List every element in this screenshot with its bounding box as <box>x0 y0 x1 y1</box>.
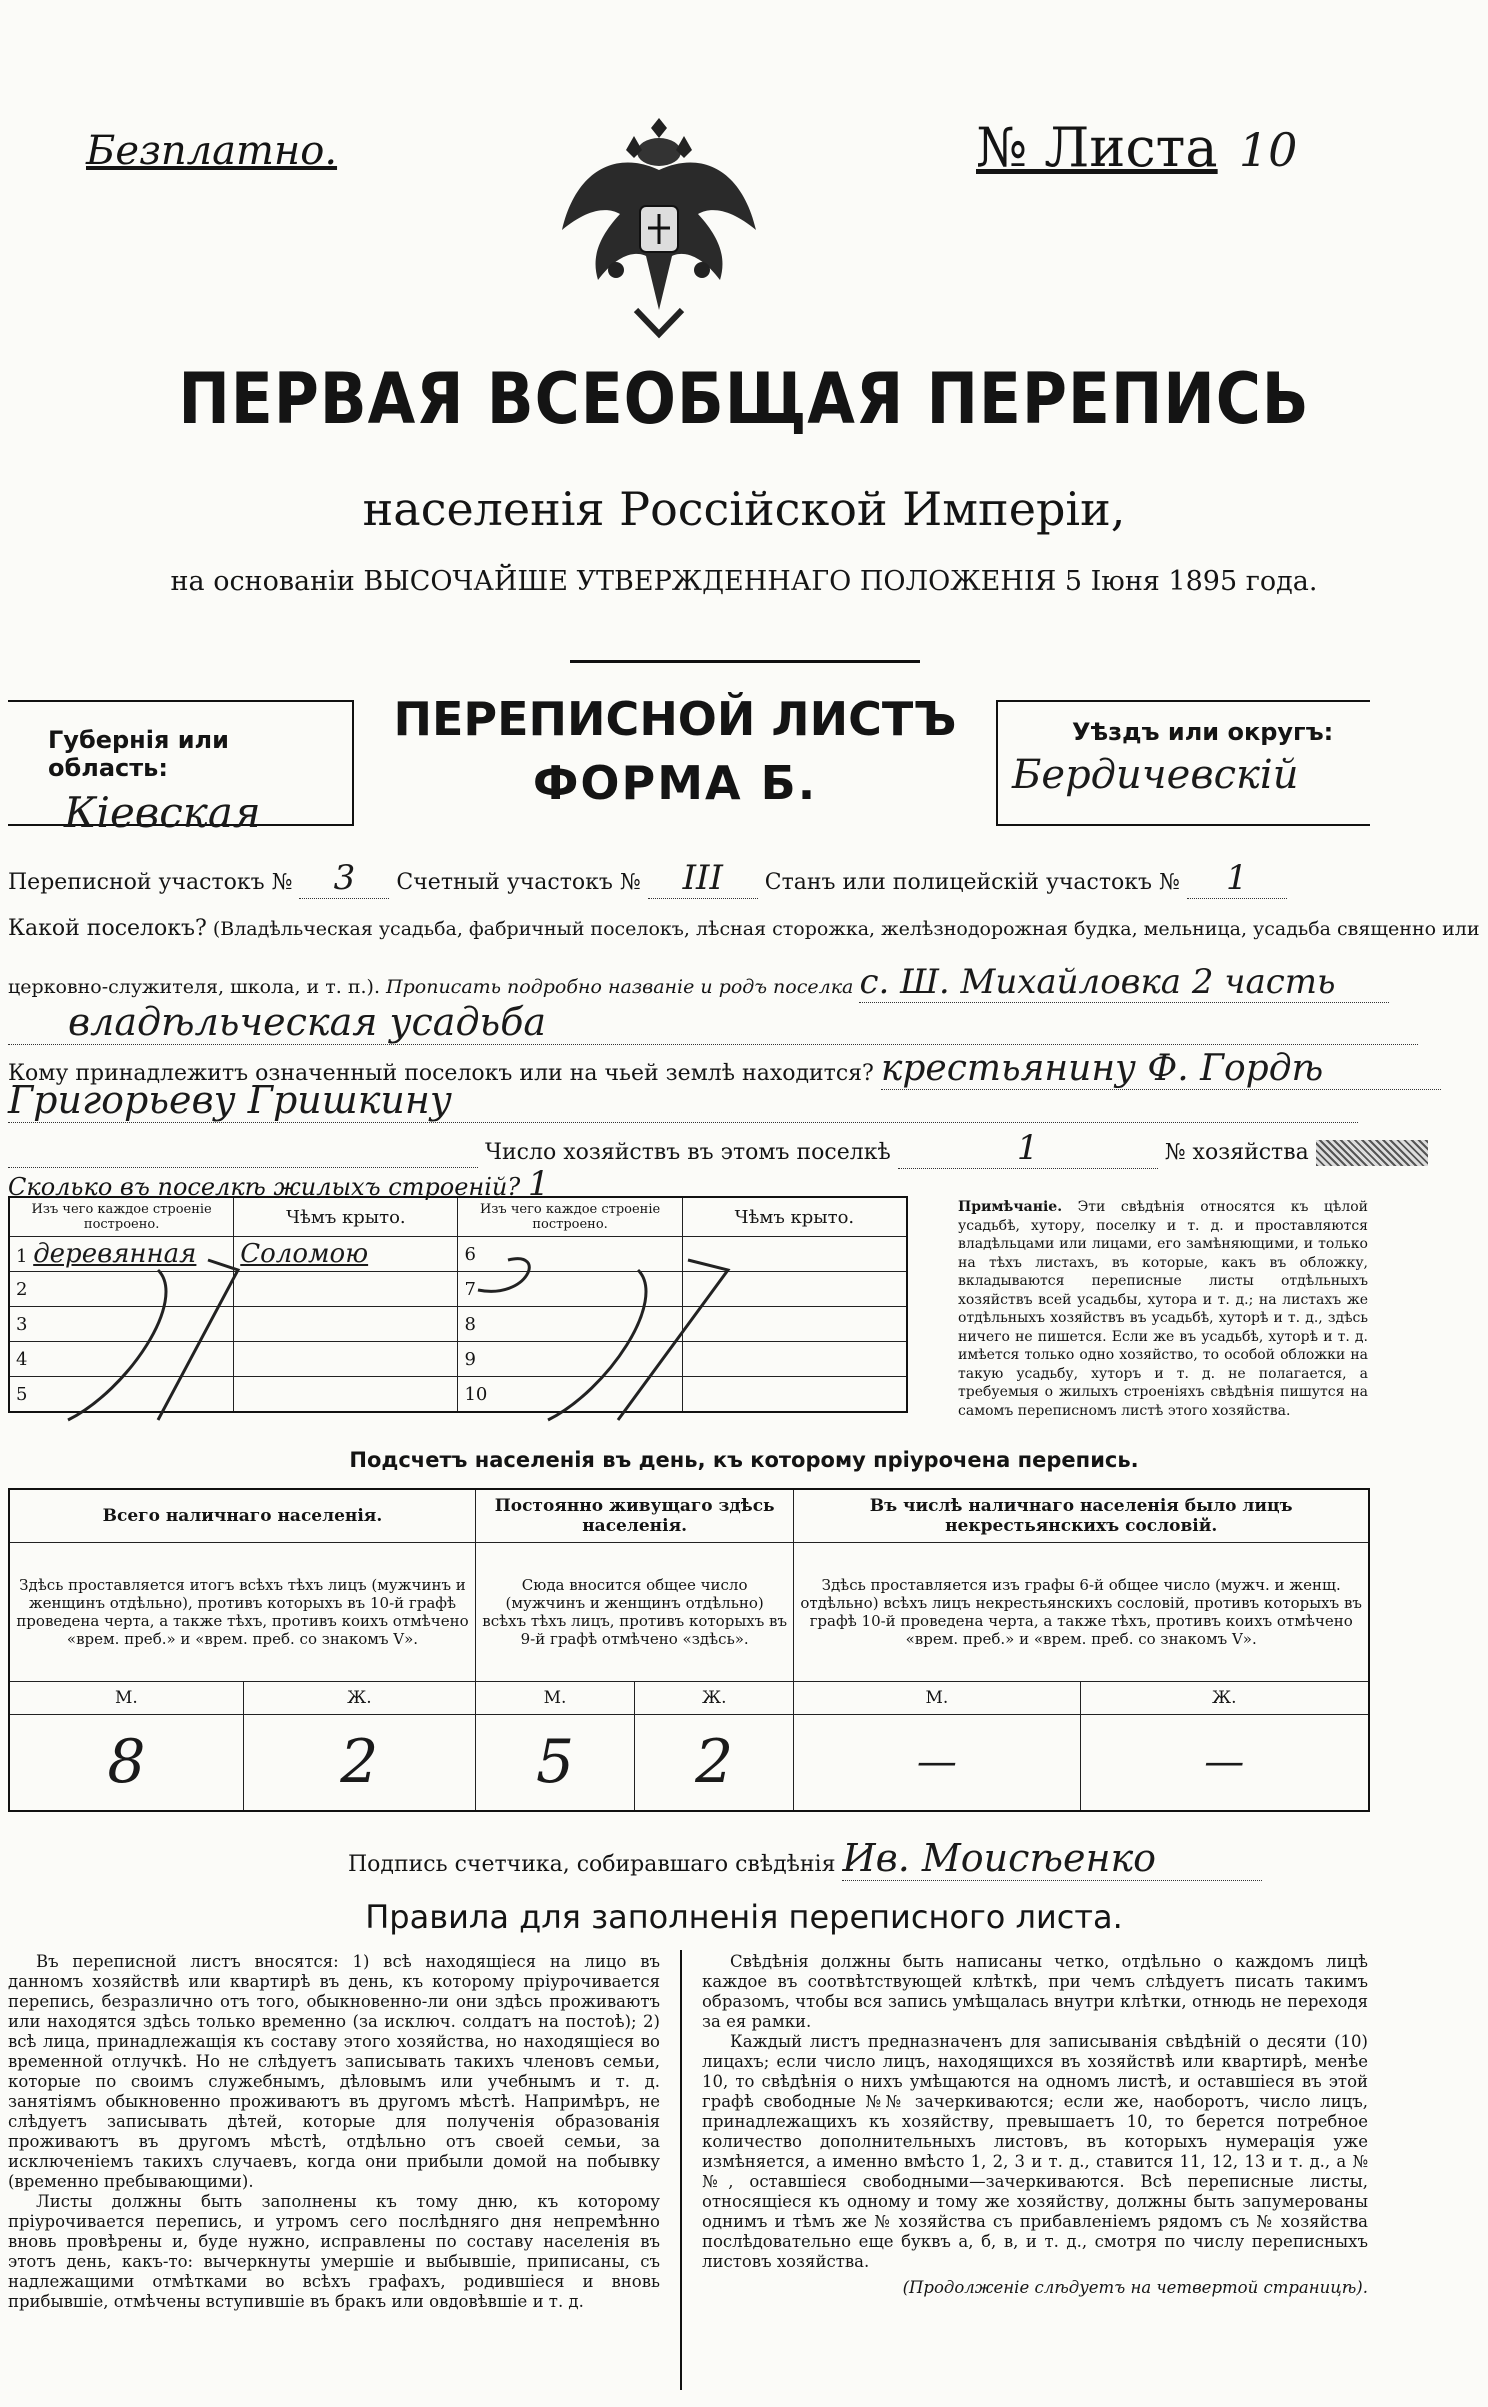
rules-right-column <box>702 1952 1368 2298</box>
settlement-value-1: с. Ш. Михайловка 2 часть <box>859 962 1389 1003</box>
buildings-question: Сколько въ поселкѣ жилыхъ строеній? <box>8 1173 521 1201</box>
households-label: Число хозяйствъ въ этомъ поселкѣ <box>485 1140 891 1165</box>
rules-right-paragraph-2: Каждый листъ предназначенъ для записыванія свѣдѣній о десяти (10) лицахъ; если число лицъ, находящихся въ хозяйствѣ или квартирѣ, менѣе 10, то свѣдѣнія о нихъ умѣщаются на одномъ листѣ, и оставшіеся въ этой графѣ свободные №№ зачеркиваются; если же, наоборотъ, число лицъ, принадлежащихъ къ хозяйству, превышаетъ 10, то берется потребное количество дополнительныхъ листовъ, въ которыхъ нумерація уже измѣняется, а именно вмѣсто 1, 2, 3 и т. д., ставится 11, 12, 13 и т. д., а №№, оставшіеся свободными—зачеркиваются. Всѣ переписные листы, относящіеся къ одному и тому же хозяйству, должны быть запумерованы однимъ и тѣмъ же № хозяйства съ прибавленіемъ рядомъ съ № хозяйства послѣдовательно еще буквъ а, б, в, и т. д., смотря по числу переписныхъ листовъ хозяйства. <box>702 2032 1368 2271</box>
rules-left-column <box>8 1952 660 2312</box>
table-row: 4 9 <box>9 1342 907 1377</box>
population-table: Всего наличнаго населенія. Постоянно живущаго здѣсь населенія. Въ числѣ наличнаго населенія было лицъ некрестьянскихъ сословій. Здѣсь проставляется итогъ всѣхъ тѣхъ лицъ (мужчинъ и женщинъ отдѣльно), противъ которыхъ въ 10-й графѣ проведена черта, а также тѣхъ, противъ коихъ отмѣчено «врем. преб.» и «врем. преб. со знакомъ V». Сюда вносится общее число (мужчинъ и женщинъ отдѣльно) всѣхъ тѣхъ лицъ, противъ которыхъ въ 9-й графѣ отмѣчено «здѣсь». Здѣсь проставляется изъ графы 6-й общее число (мужч. и женщ. отдѣльно) всѣхъ лицъ некрестьянскихъ сословій, противъ которыхъ въ графѣ 10-й проведена черта, а также тѣхъ, противъ коихъ отмѣчено «врем. преб.» и «врем. преб. со знакомъ V». М. Ж. М. Ж. М. Ж. 8 2 5 2 — — <box>8 1488 1370 1812</box>
form-title: ПЕРЕПИСНОЙ ЛИСТЪ <box>393 692 957 746</box>
col2-desc: Сюда вносится общее число (мужчинъ и женщинъ отдѣльно) всѣхъ тѣхъ лицъ, противъ которыхъ въ 9-й графѣ отмѣчено «здѣсь». <box>475 1543 793 1682</box>
building-material: деревянная <box>33 1239 197 1269</box>
gubernia-label: Губернія или область: <box>48 726 229 782</box>
page-subtitle: населенія Россійской Имперіи, <box>362 482 1126 536</box>
uezd-value: Бердичевскій <box>1012 752 1299 798</box>
col-roof-left: Чѣмъ крыто. <box>234 1197 458 1237</box>
col2-head: Постоянно живущаго здѣсь населенія. <box>475 1489 793 1543</box>
form-subtitle: ФОРМА Б. <box>532 756 818 810</box>
owner-value-1: крестьянину Ф. Гордѣ <box>881 1048 1441 1090</box>
building-roof: Соломою <box>240 1239 369 1269</box>
divider <box>570 660 920 663</box>
census-district-value: 3 <box>299 858 389 899</box>
crossout-strokes <box>8 1240 908 1430</box>
table-row: 5 10 <box>9 1377 907 1413</box>
legal-basis: на основаніи ВЫСОЧАЙШЕ УТВЕРЖДЕННАГО ПОЛОЖЕНІЯ 5 Іюня 1895 года. <box>170 566 1318 597</box>
police-district-label: Станъ или полицейскій участокъ № <box>764 870 1180 895</box>
total-female: 2 <box>243 1715 475 1811</box>
free-label: Безплатно. <box>86 128 338 174</box>
note-label: Примѣчаніе. <box>958 1199 1063 1215</box>
households-value: 1 <box>898 1128 1158 1169</box>
gubernia-box <box>8 700 354 837</box>
total-male: 8 <box>9 1715 243 1811</box>
col3-desc: Здѣсь проставляется изъ графы 6-й общее число (мужч. и женщ. отдѣльно) всѣхъ лицъ некрестьянскихъ сословій, противъ которыхъ въ графѣ 10-й проведена черта, а также тѣхъ, противъ коихъ отмѣчено «врем. преб.» и «врем. преб. со знакомъ V». <box>794 1543 1369 1682</box>
police-district-value: 1 <box>1187 858 1287 899</box>
page-title: ПЕРВАЯ ВСЕОБЩАЯ ПЕРЕПИСЬ <box>178 358 1310 440</box>
sheet-number-value: 10 <box>1238 123 1298 177</box>
count-district-value: III <box>648 858 758 899</box>
eagle-emblem-icon <box>556 110 762 340</box>
note-text: Эти свѣдѣнія относятся къ цѣлой усадьбѣ, хутору, поселку и т. д. и проставляются владѣльцами или лицами, его замѣняющими, и только на тѣхъ листахъ, въ которые, какъ въ обложку, вкладываются переписные листы отдѣльныхъ хозяйствъ всей усадьбы, хутора и т. д.; на листахъ же отдѣльныхъ хозяйствъ въ усадьбѣ, хуторѣ и т. д., здѣсь ничего не пишется. Если же въ усадьбѣ, хуторѣ и т. д. имѣется только одно хозяйство, то особой обложки на такую усадьбу, хуторъ и т. д. не полагается, а требуемыя о жилыхъ строеніяхъ свѣдѣнія пишутся на самомъ переписномъ листѣ этого хозяйства. <box>958 1199 1368 1419</box>
gubernia-value: Кіевская <box>64 788 261 837</box>
column-divider <box>680 1950 682 2390</box>
table-row: 1 деревянная Соломою 6 <box>9 1237 907 1272</box>
table-row: 2 7 <box>9 1272 907 1307</box>
households-line <box>8 1128 1370 1169</box>
population-title: Подсчетъ населенія въ день, къ которому пріурочена перепись. <box>349 1448 1139 1472</box>
col3-head: Въ числѣ наличнаго населенія было лицъ некрестьянскихъ сословій. <box>794 1489 1369 1543</box>
household-number-label: № хозяйства <box>1164 1140 1309 1165</box>
buildings-value: 1 <box>527 1164 550 1204</box>
uezd-box <box>996 700 1370 826</box>
sheet-number <box>976 116 1297 179</box>
table-row: 3 8 <box>9 1307 907 1342</box>
settlement-question-line <box>8 916 1479 941</box>
rules-right-paragraph-1: Свѣдѣнія должны быть написаны четко, отдѣльно о каждомъ лицѣ каждое въ соотвѣтствующей клѣткѣ, при чемъ слѣдуетъ писать такимъ образомъ, чтобы вся запись умѣщалась внутри клѣтки, отнюдь не переходя за ея рамки. <box>702 1952 1368 2031</box>
settlement-value-2: владѣльческая усадьба <box>8 1000 1418 1045</box>
settlement-question: Какой поселокъ? <box>8 916 207 941</box>
signature-label: Подпись счетчика, собиравшаго свѣдѣнія <box>348 1852 836 1877</box>
count-district-label: Счетный участокъ № <box>396 870 641 895</box>
col-material-left: Изъ чего каждое строеніе построено. <box>9 1197 234 1237</box>
uezd-label: Уѣздъ или округъ: <box>1072 718 1334 746</box>
permanent-male: 5 <box>475 1715 634 1811</box>
district-line <box>8 858 1287 899</box>
note <box>958 1198 1368 1420</box>
census-district-label: Переписной участокъ № <box>8 870 293 895</box>
permanent-female: 2 <box>635 1715 794 1811</box>
col-roof-right: Чѣмъ крыто. <box>682 1197 907 1237</box>
settlement-hint-line <box>8 962 1388 1003</box>
sheet-number-label: № Листа <box>976 116 1218 179</box>
nonpeasant-male: — <box>794 1715 1080 1811</box>
col1-head: Всего наличнаго населенія. <box>9 1489 475 1543</box>
signature-value: Ив. Моисѣенко <box>842 1836 1262 1881</box>
owner-value-2: Григорьеву Гришкину <box>8 1078 1358 1123</box>
nonpeasant-female: — <box>1080 1715 1369 1811</box>
settlement-instruction: Прописать подробно названіе и родъ поселка <box>386 976 854 998</box>
col-material-right: Изъ чего каждое строеніе построено. <box>458 1197 682 1237</box>
col1-desc: Здѣсь проставляется итогъ всѣхъ тѣхъ лицъ (мужчинъ и женщинъ отдѣльно), противъ которыхъ въ 10-й графѣ проведена черта, а также тѣхъ, противъ коихъ отмѣчено «врем. преб.» и «врем. преб. со знакомъ V». <box>9 1543 475 1682</box>
rules-continued: (Продолженіе слѣдуетъ на четвертой страницѣ). <box>902 2278 1368 2297</box>
rules-left-paragraph-2: Листы должны быть заполнены къ тому дню, къ которому пріурочивается перепись, и утромъ сего послѣдняго дня непремѣнно вновь провѣрены и, буде нужно, исправлены по составу населенія въ этотъ день, какъ-то: вычеркнуты умершіе и выбывшіе, приписаны, съ надлежащими отмѣтками во всѣхъ графахъ, родившіеся и вновь прибывшіе, отмѣчены вступившіе въ бракъ или овдовѣвшіе и т. д. <box>8 2192 660 2311</box>
settlement-hint: (Владѣльческая усадьба, фабричный поселокъ, лѣсная сторожка, желѣзнодорожная будка, мельница, усадьба священно или <box>212 918 1480 940</box>
settlement-hint-2: церковно-служителя, школа, и т. п.). <box>8 976 380 998</box>
owner-question: Кому принадлежитъ означенный поселокъ или на чьей землѣ находится? <box>8 1061 874 1086</box>
household-number-value <box>1316 1140 1428 1166</box>
rules-title: Правила для заполненія переписного листа. <box>365 1898 1123 1936</box>
rules-left-paragraph-1: Въ переписной листъ вносятся: 1) всѣ находящіеся на лицо въ данномъ хозяйствѣ или квартирѣ въ день, къ которому пріурочивается перепись, безразлично отъ того, обыкновенно-ли они здѣсь проживаютъ или находятся здѣсь только временно (за исключ. солдатъ на постоѣ); 2) всѣ лица, принадлежащія къ составу этого хозяйства, но находящіеся во временной отлучкѣ. Но не слѣдуетъ записывать такихъ членовъ семьи, которые по своимъ служебнымъ, дѣловымъ или учебнымъ и т. д. занятіямъ обыкновенно проживаютъ въ другомъ мѣстѣ. Напримѣръ, не слѣдуетъ записывать дѣтей, которые для полученія образованія проживаютъ въ другомъ мѣстѣ, отдѣльно отъ своей семьи, за исключеніемъ такихъ случаевъ, когда они прибыли домой на побывку (временно пребывающими). <box>8 1952 660 2191</box>
signature-line <box>348 1836 1262 1881</box>
